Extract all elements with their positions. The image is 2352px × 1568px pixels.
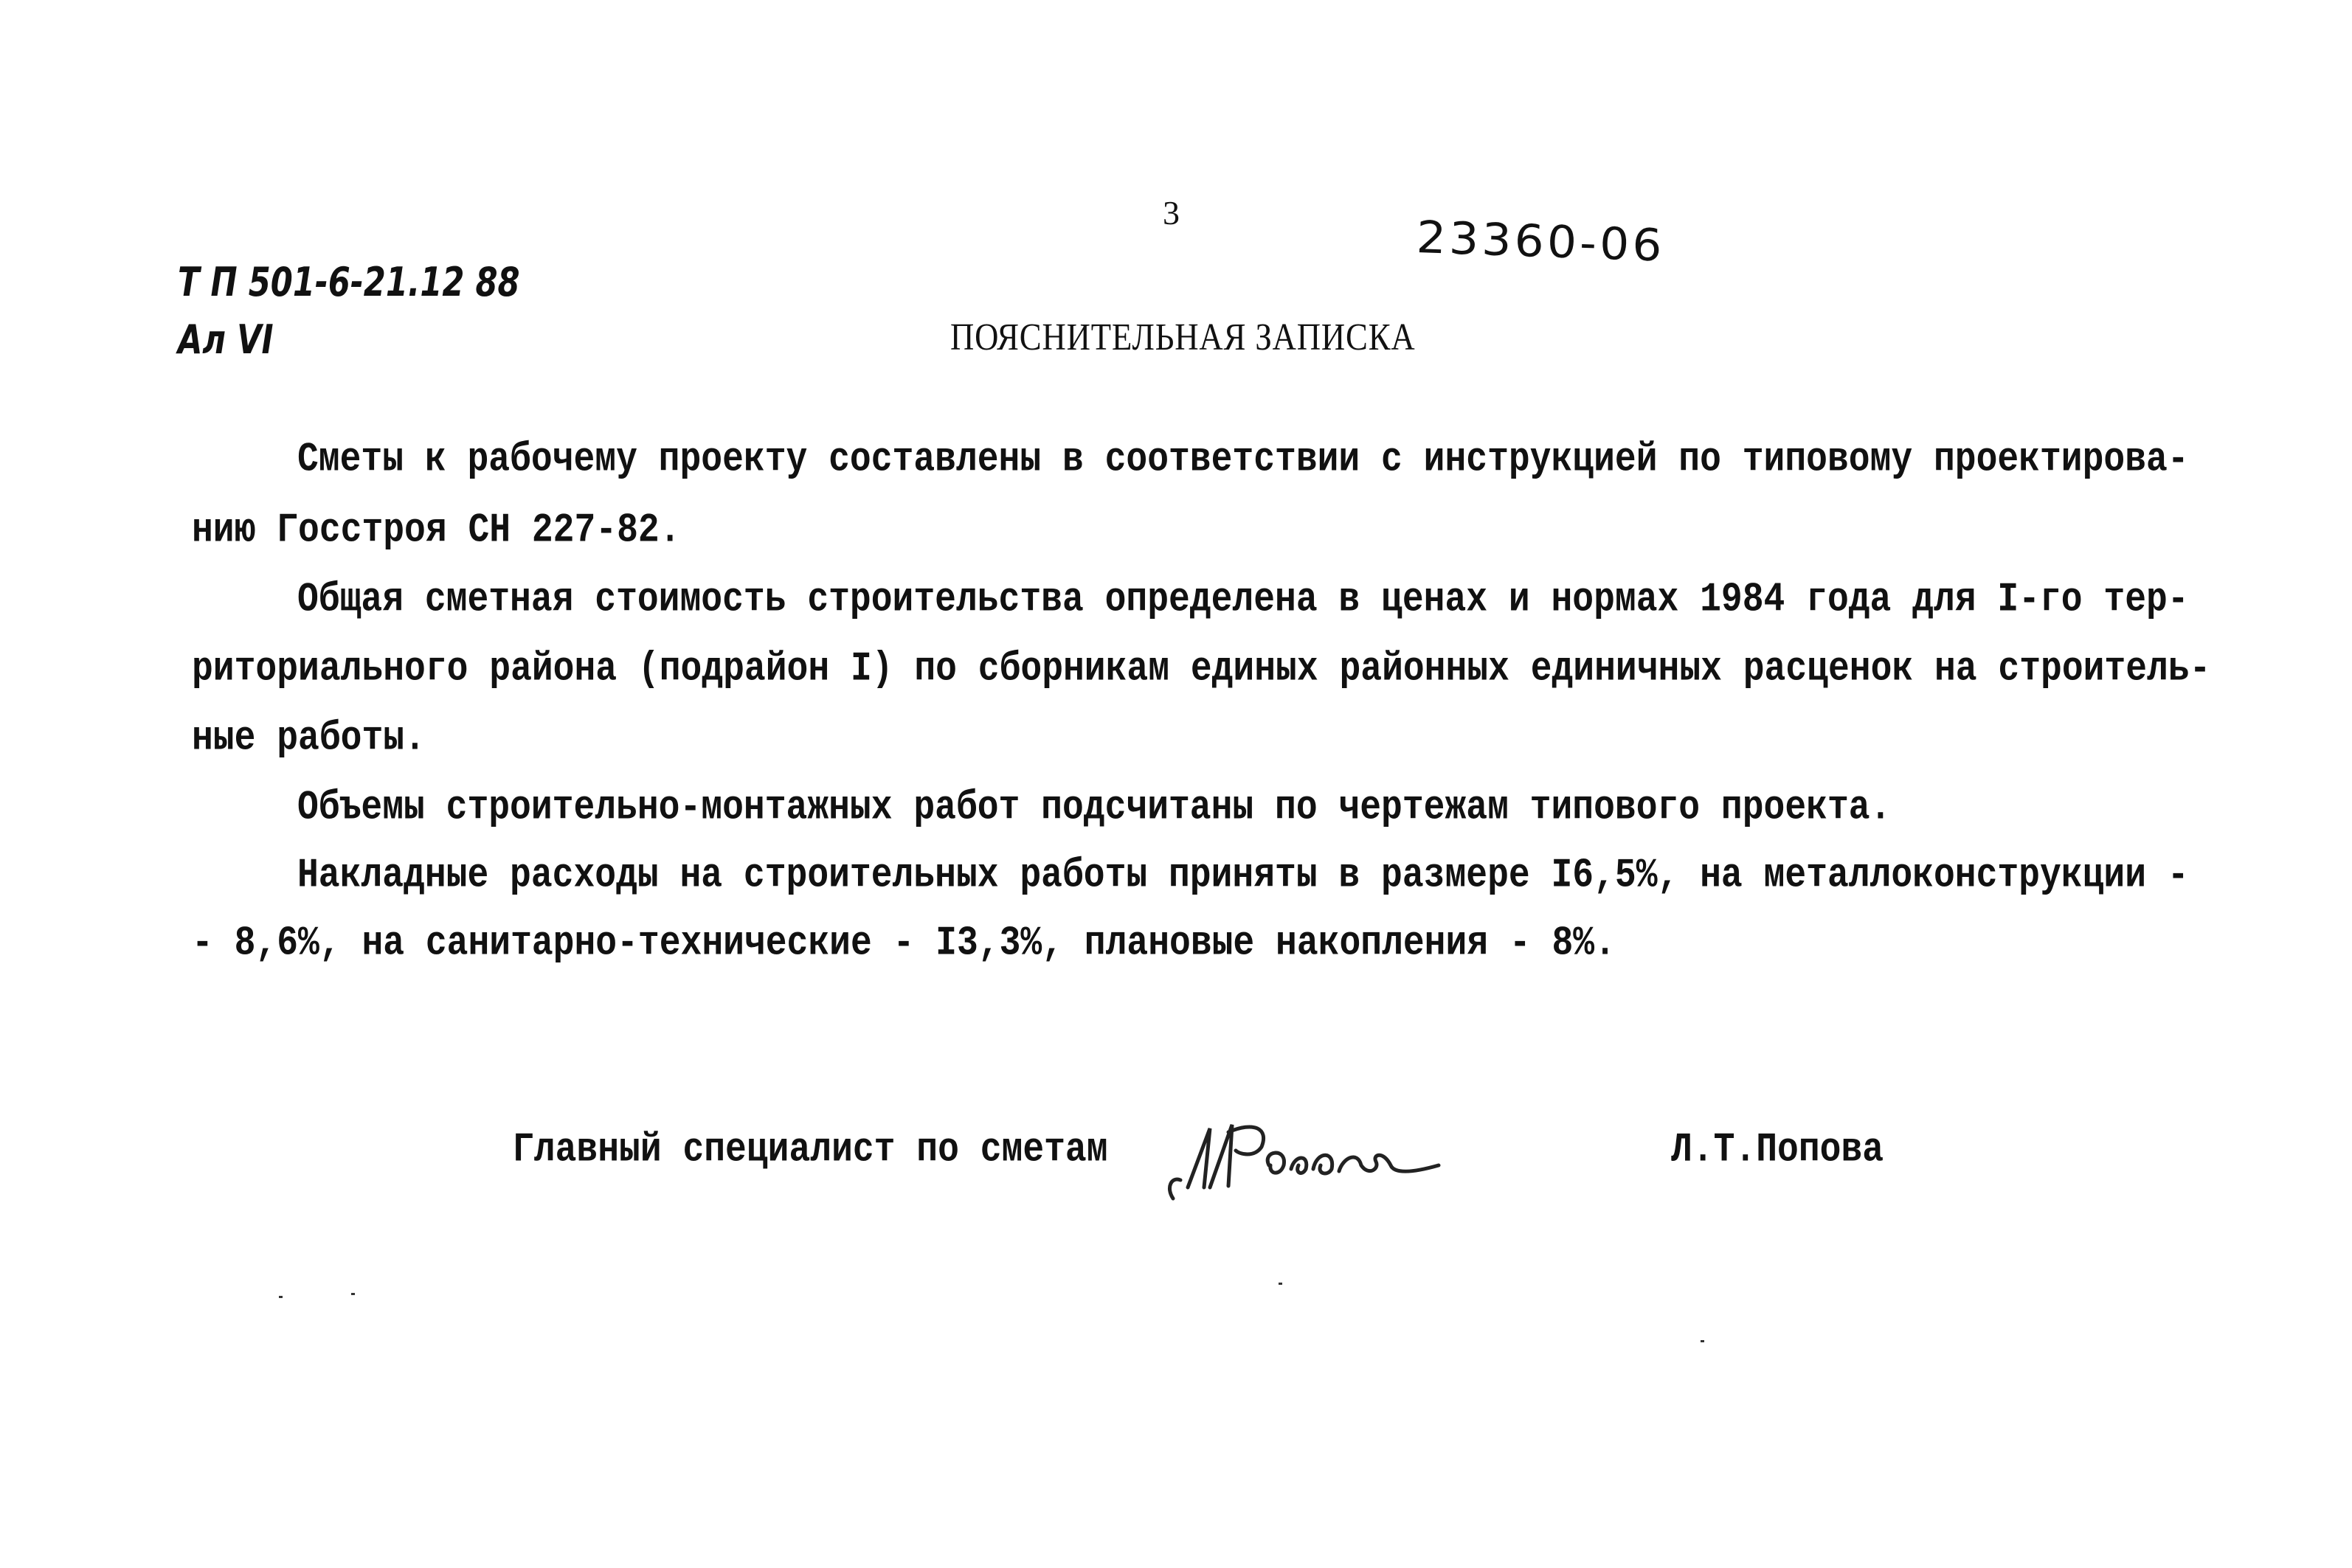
inventory-number: 23360-06 bbox=[1415, 212, 1666, 272]
scan-speck bbox=[1701, 1340, 1704, 1342]
body-line: Сметы к рабочему проекту составлены в соответствии с инструкцией по типовому проектирова- bbox=[297, 437, 2189, 483]
signatory-name: Л.Т.Попова bbox=[1671, 1127, 1884, 1173]
project-code: Т П 501-6-21.12 88 bbox=[178, 259, 520, 305]
body-line: нию Госстроя СН 227-82. bbox=[192, 507, 681, 554]
body-line: - 8,6%, на санитарно-технические - I3,3%, плановые накопления - 8%. bbox=[192, 920, 1616, 967]
body-line: Накладные расходы на строительных работы приняты в размере I6,5%, на металлоконструкции - bbox=[297, 853, 2189, 899]
body-line: риториального района (подрайон I) по сборникам единых районных единичных расценок на строитель- bbox=[192, 646, 2211, 693]
album-number: Ал VI bbox=[178, 316, 274, 363]
signatory-position: Главный специалист по сметам bbox=[513, 1127, 1108, 1173]
scan-speck bbox=[1279, 1283, 1282, 1285]
scan-speck bbox=[279, 1296, 283, 1298]
document-title: ПОЯСНИТЕЛЬНАЯ ЗАПИСКА bbox=[950, 316, 1416, 358]
page-number: 3 bbox=[1163, 194, 1180, 232]
body-line: ные работы. bbox=[192, 715, 426, 762]
body-line: Объемы строительно-монтажных работ подсчитаны по чертежам типового проекта. bbox=[297, 785, 1892, 831]
handwritten-signature bbox=[1158, 1106, 1453, 1210]
scan-speck bbox=[351, 1293, 355, 1295]
body-line: Общая сметная стоимость строительства определена в ценах и нормах 1984 года для I-го тер- bbox=[297, 577, 2189, 623]
